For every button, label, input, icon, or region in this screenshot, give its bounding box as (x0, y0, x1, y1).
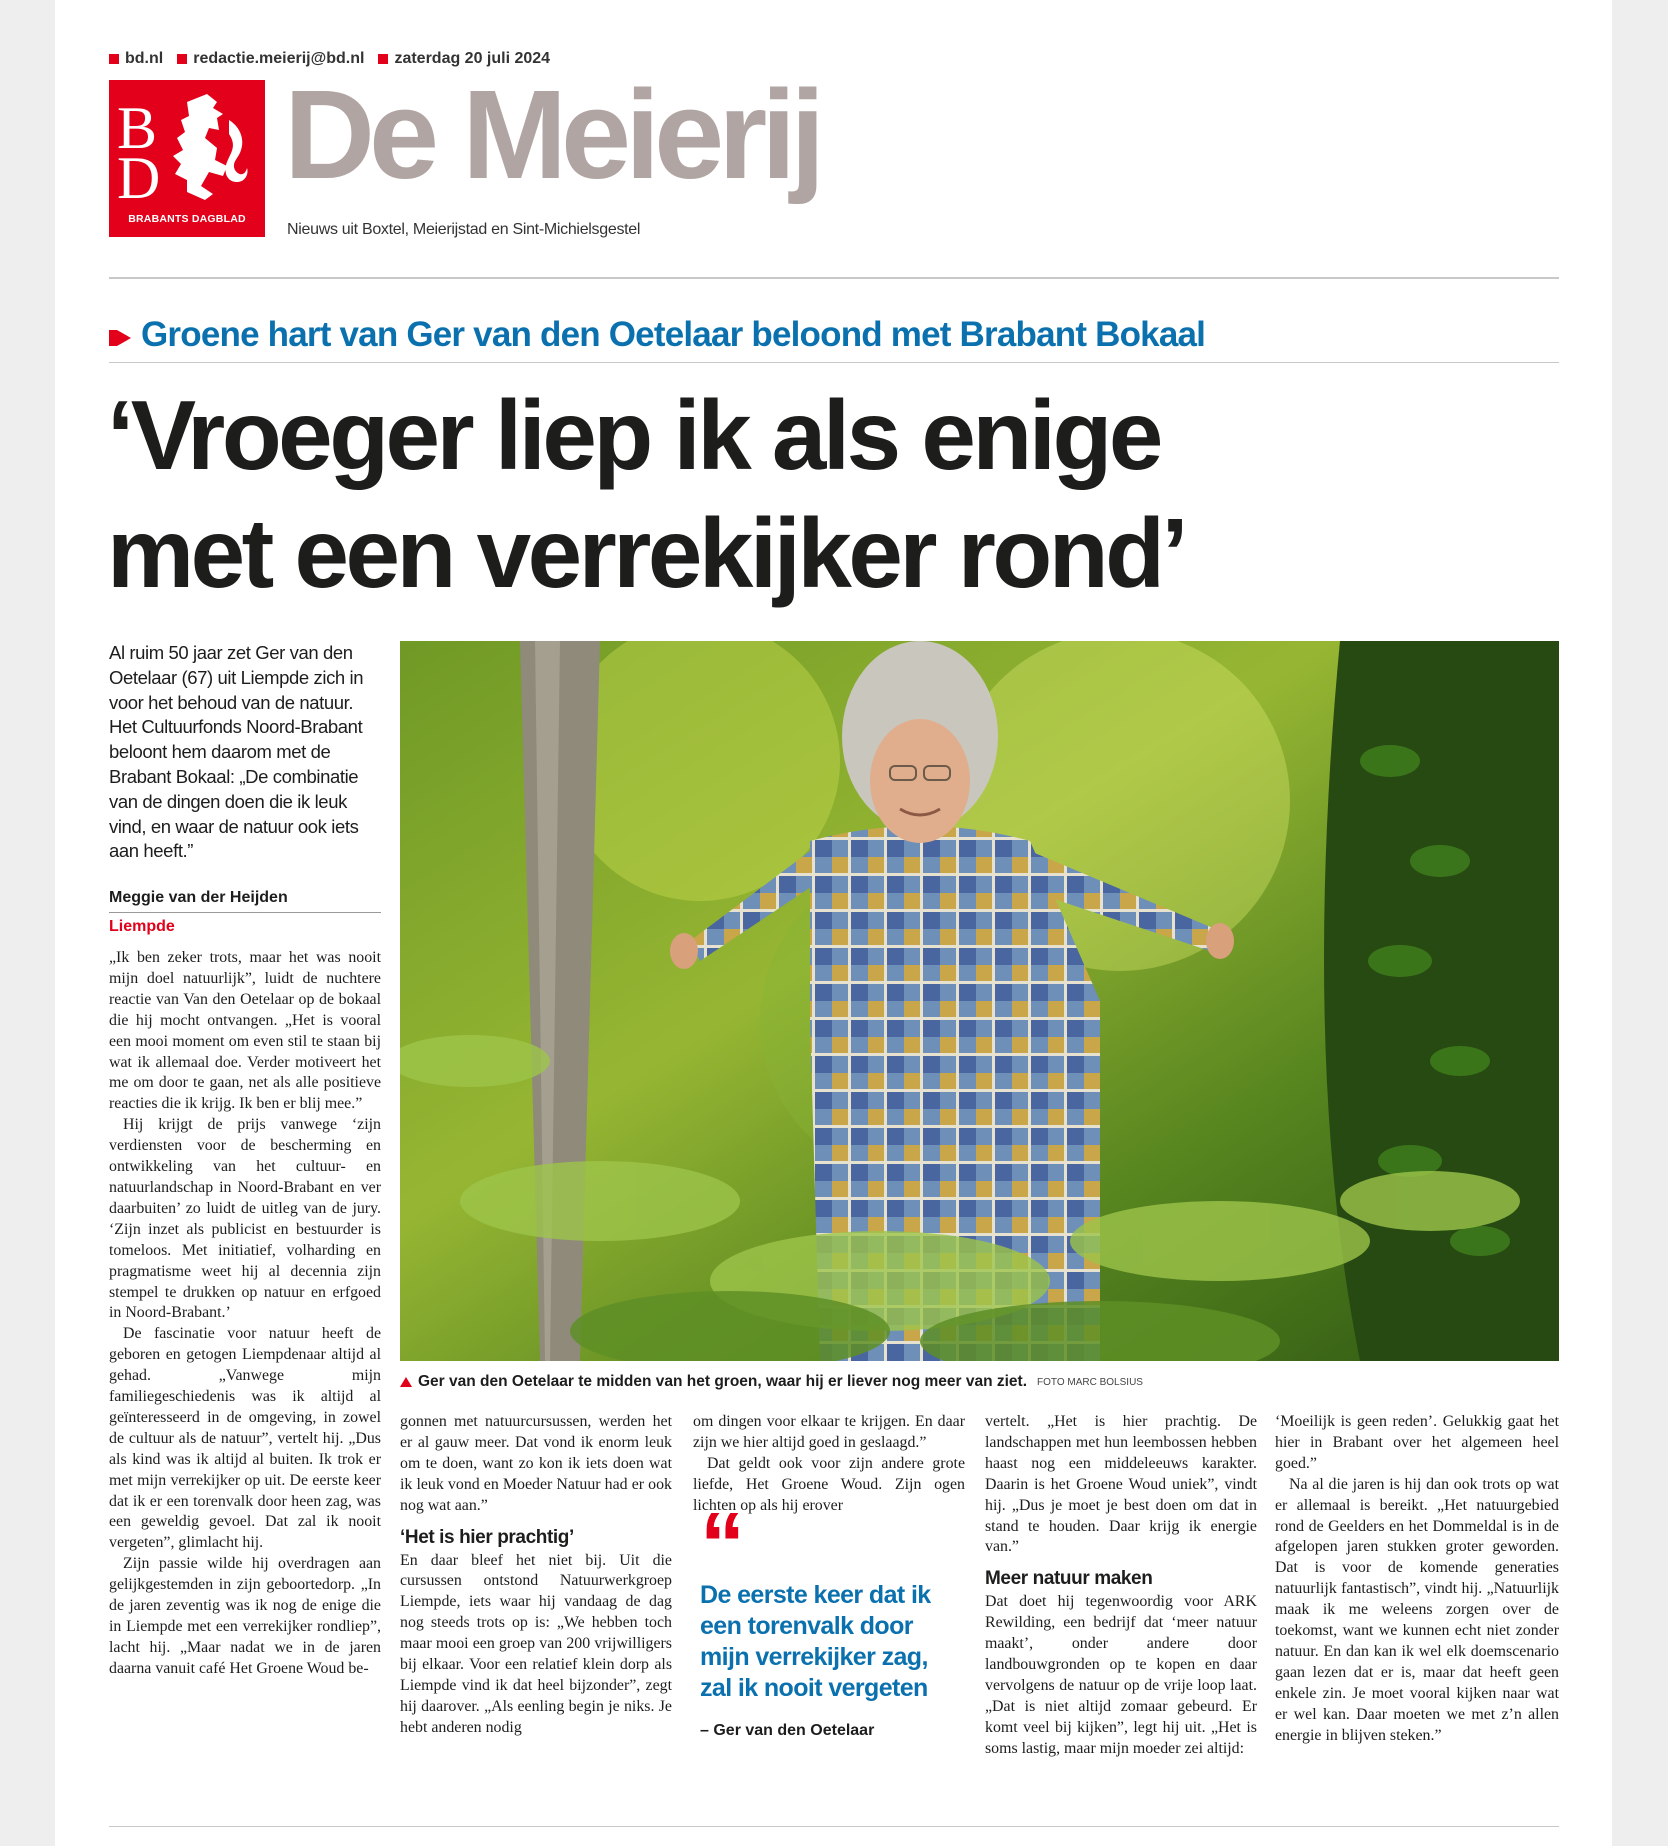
logo-letter-d: D (117, 145, 161, 211)
paragraph: gonnen met natuurcursussen, werden het er al gauw meer. Dat vond ik enorm leuk om te doen, want zo kon ik iets doen wat ik leuk vond en Moeder Natuur had er ook nog wat aan.” (400, 1413, 672, 1514)
article-kicker (109, 315, 1205, 355)
article-intro: Al ruim 50 jaar zet Ger van den Oetelaar (67) uit Liempde zich in voor het behoud van de natuur. Het Cultuurfonds Noord-Brabant beloont hem daarom met de Brabant Bokaal: „De combinatie van de dingen doen die ik leuk vind, en waar de natuur ook iets aan heeft.” (109, 642, 364, 862)
masthead-subtitle: Nieuws uit Boxtel, Meierijstad en Sint-Michielsgestel (287, 221, 641, 238)
caption-triangle-icon (400, 1377, 412, 1387)
body-column-2 (400, 1412, 672, 1739)
paragraph: Dat doet hij tegenwoordig voor ARK Rewilding, een bedrijf dat ‘meer natuur maakt’, onder andere door landbouwgronden op te kopen en daar vervolgens de natuur op de vrije loop laat. „Dat is niet altijd zomaar gebeurd. Er komt veel bij kijken”, legt hij uit. „Het is soms lastig, maar mijn moeder zei altijd: (985, 1593, 1257, 1757)
footer-divider (109, 1826, 1559, 1827)
red-square-icon (109, 54, 119, 64)
photo-credit: FOTO MARC BOLSIUS (1037, 1376, 1143, 1388)
body-column-4 (985, 1412, 1257, 1760)
headline-line-1: ‘Vroeger liep ik als enige (107, 380, 1160, 490)
edition-date: zaterdag 20 juli 2024 (394, 50, 551, 67)
quote-attribution: – Ger van den Oetelaar (700, 1722, 875, 1739)
newspaper-page (55, 0, 1612, 1846)
author-divider (109, 912, 381, 913)
paragraph: Na al die jaren is hij dan ook trots op wat er allemaal is bereikt. „Het natuurgebied rond de Geelders en het Dommeldal is in de afgelopen jaren stukken groter geworden. Dat is voor de komende generaties natuurlijk fantastisch”, vindt hij. „Natuurlijk maak ik me weleens zorgen over de toekomst, want we kunnen echt niet zonder natuur. En dan kan ik wel elk doemscenario gaan lezen dat er is, maar dat heeft geen enkele zin. Je moet vooral kijken naar wat er wel kan. Daar moeten we met z’n allen energie in blijven steken.” (1275, 1475, 1559, 1744)
author-name: Meggie van der Heijden (109, 889, 288, 906)
headline-line-2: met een verrekijker rond’ (107, 498, 1186, 608)
header-divider (109, 277, 1559, 279)
kicker-arrow-icon (109, 324, 131, 346)
body-column-5 (1275, 1412, 1559, 1747)
red-square-icon (378, 54, 388, 64)
subheading: Meer natuur maken (985, 1568, 1153, 1590)
site-link[interactable]: bd.nl (125, 50, 164, 67)
paragraph: vertelt. „Het is hier prachtig. De landschappen met hun leembossen hebben haast nog een middeleeuws karakter. Daarin is het Groene Woud uniek”, vindt hij. „Dus je moet je best doen om dat in stand te houden. Daar krijg ik energie van.” (985, 1413, 1257, 1556)
article-photo (400, 641, 1559, 1361)
quote-marks-icon: “ (700, 1495, 745, 1595)
kicker-divider (109, 362, 1559, 363)
paragraph: om dingen voor elkaar te krijgen. En daar zijn we hier altijd goed in geslaagd.” (693, 1413, 965, 1451)
logo-text: BRABANTS DAGBLAD (128, 213, 246, 225)
paragraph: ‘Moeilijk is geen reden’. Gelukkig gaat het hier in Brabant over het algemeen heel goed.” (1275, 1413, 1559, 1472)
paragraph: Hij krijgt de prijs vanwege ‘zijn verdiensten voor de bescherming en ontwikkeling van het cultuur- en natuurlandschap in Noord-Brabant en ver daarbuiten’ zo luidt de uitleg van de jury. ‘Zijn inzet als publicist en bestuurder is tomeloos. Met initiatief, volharding en pragmatisme weet hij al decennia zijn stempel te drukken op natuur en erfgoed in Noord-Brabant.’ (109, 1116, 381, 1322)
paragraph: En daar bleef het niet bij. Uit die cursussen ontstond Natuurwerkgroep Liempde, iets waar hij vandaag de dag nog steeds trots op is: „We hebben toch maar mooi een groep van 200 vrijwilligers bij elkaar. Voor een relatief klein dorp als Liempde vind ik dat heel bijzonder”, zegt hij daarover. „Als eenling begin je niks. Je hebt anderen nodig (400, 1551, 672, 1736)
quote-text: De eerste keer dat ik een torenvalk door mijn verrekijker zag, zal ik nooit vergeten (700, 1581, 931, 1702)
red-square-icon (177, 54, 187, 64)
email-link[interactable]: redactie.meierij@bd.nl (193, 50, 365, 67)
paragraph: „Ik ben zeker trots, maar het was nooit mijn doel natuurlijk”, luidt de nuchtere reactie van Van den Oetelaar op de bokaal die hij mocht ontvangen. „Het is vooral een mooi moment om even stil te staan bij wat ik allemaal doe. Verder motiveert het me om door te gaan, net als alle positieve reacties die ik krijg. Ik ben er blij mee.” (109, 949, 381, 1113)
masthead-title: De Meierij (284, 64, 820, 205)
logo-letter-b: B (117, 95, 158, 161)
paragraph: De fascinatie voor natuur heeft de geboren en getogen Liempdenaar altijd al gehad. „Vanwege mijn familiegeschiedenis was ik altijd al geïnteresseerd in de omgeving, in zowel de cultuur als de natuur”, vertelt hij. „Dus als kind was ik altijd al buiten. Ik trok er met mijn verrekijker op uit. De eerste keer dat ik er een torenvalk door heen zag, was een geweldig gevoel. Dat zal ik nooit vergeten”, glimlacht hij. (109, 1325, 381, 1552)
pull-quote (700, 1495, 960, 1740)
bd-logo (109, 80, 265, 237)
photo-caption (400, 1373, 1143, 1391)
kicker-text: Groene hart van Ger van den Oetelaar beloond met Brabant Bokaal (141, 315, 1206, 354)
article-headline (107, 376, 1567, 612)
caption-text: Ger van den Oetelaar te midden van het groen, waar hij er liever nog meer van ziet. (418, 1373, 1028, 1390)
site-item (109, 50, 163, 68)
forest-portrait-image (400, 641, 1559, 1361)
paragraph: Zijn passie wilde hij overdragen aan gelijkgestemden in zijn geboortedorp. „In de jaren zeventig was ik nog de enige die in Liempde met een verrekijker rondliep”, lacht hij. „Maar nadat we in de jaren daarna vanuit café Het Groene Woud be- (109, 1555, 381, 1677)
paragraph: Dat geldt ook voor zijn andere grote liefde, Het Groene Woud. Zijn ogen lichten op als hij erover (693, 1454, 965, 1514)
subheading: ‘Het is hier prachtig’ (400, 1526, 574, 1548)
body-column-1 (109, 948, 381, 1680)
dateline-place: Liempde (109, 918, 175, 935)
